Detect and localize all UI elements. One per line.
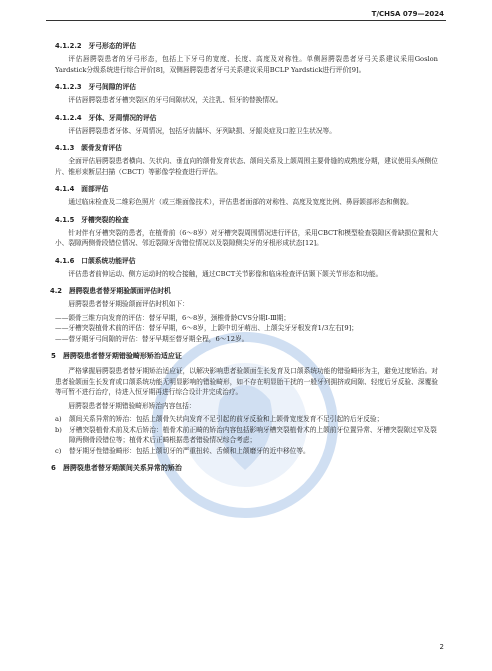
section-heading: 4.1.2.2 牙弓形态的评估 <box>55 42 137 50</box>
list-marker: c) <box>55 446 62 455</box>
list-item <box>55 425 438 446</box>
list-marker: a) <box>55 415 62 423</box>
list-text: 替牙期牙性错验畸形：包括上颌切牙的严重扭转、舌倾和上颌磨牙的近中移位等。 <box>69 446 310 455</box>
section-heading: 4.1.4 面部评估 <box>55 185 109 193</box>
page-number: 2 <box>439 643 444 651</box>
paragraph: 评估唇腭裂患者牙体、牙周情况，包括牙齿龋坏、牙列缺损、牙龈炎症及口腔卫生状况等。 <box>68 126 336 135</box>
section-heading: 4.1.2.3 牙弓间隙的评估 <box>55 83 137 91</box>
list-item: ——替牙期牙弓间隙的评估：替牙早期至替牙期全程，6～12岁。 <box>55 334 249 343</box>
list-item: ——牙槽突裂植骨术前的评估：替牙早期，6～8岁，上颌中切牙萌出、上颌尖牙牙根发育1/3左右[9]； <box>55 324 358 332</box>
section-heading: 4.1.3 颌骨发育评估 <box>55 144 122 152</box>
list-text: 牙槽突裂植骨术前及术后矫治：植骨术前正畸的矫治内容包括影响牙槽突裂植骨术的上颌前牙位置异常、牙槽突裂隙过窄及裂隙两侧骨段错位等；植骨术后正畸根据患者错验情况综合考虑； <box>69 425 437 444</box>
section-heading: 4.1.6 口颌系统功能评估 <box>55 256 136 265</box>
paragraph: 针对伴有牙槽突裂的患者，在植骨前（6～8岁）对牙槽突裂周围情况进行评估，采用CBCT和模型检查裂隙区骨缺损位置和大小、裂隙两侧骨段错位情况、邻近裂隙牙齿错位情况以及裂隙侧尖牙的牙根形成状态[12]。 <box>55 228 438 247</box>
chapter-heading: 6 唇腭裂患者替牙期颌间关系异常的矫治 <box>51 464 182 472</box>
paragraph: 唇腭裂患者替牙期错验畸形矫治内容包括： <box>68 401 196 410</box>
paragraph: 评估唇腭裂患者牙槽突裂区的牙弓间隙状况，关注乳、恒牙的替换情况。 <box>68 96 283 104</box>
list-item <box>55 414 438 425</box>
section-heading: 4.2 唇腭裂患者替牙期验颌面评估时机 <box>50 287 171 295</box>
header-rule <box>46 20 446 21</box>
list-item: ——颌骨三维方向发育的评估：替牙早期，6～8岁，颈椎骨龄CVS分期Ⅰ-Ⅲ期； <box>55 313 291 322</box>
section-heading: 4.1.5 牙槽突裂的检查 <box>55 215 129 224</box>
list-text: 颌间关系异常的矫治：包括上颌骨矢状向发育不足引起的前牙反验和上颌骨宽度发育不足引起的后牙反验； <box>69 415 384 423</box>
document-body <box>50 34 438 478</box>
paragraph: 唇腭裂患者替牙期验颌面评估时机如下： <box>68 300 189 308</box>
chapter-heading: 5 唇腭裂患者替牙期错验畸形矫治适应证 <box>51 352 182 360</box>
list-item <box>55 446 438 457</box>
paragraph: 评估患者前伸运动、侧方运动时的咬合接触，通过CBCT关节影像和临床检查评估颞下颌关节形态和功能。 <box>68 269 383 278</box>
document-header: T/CHSA 079—2024 <box>371 10 444 18</box>
paragraph: 严格掌握唇腭裂患者替牙期矫治适应证，以解决影响患者验颌面生长发育及口颌系统功能的错验畸形为主，避免过度矫治。对患者验颌面生长发育或口颌系统功能无明显影响的错验畸形，如不存在明显胎干扰的一般牙列拥挤或间隙、轻度后牙反验、深覆验等可暂不进行治疗，待进入恒牙期再进行综合设计并完成治疗。 <box>55 367 438 396</box>
list-marker: b) <box>55 425 62 434</box>
paragraph: 通过临床检查及二维彩色照片（或三维面像技术），评估患者面部的对称性、高度及宽度比例、鼻唇颌部形态和侧貌。 <box>68 198 413 206</box>
section-heading: 4.1.2.4 牙体、牙周情况的评估 <box>55 113 157 122</box>
paragraph: 全面评估唇腭裂患者横向、矢状向、垂直向的颌骨发育状态、颌间关系及上颌周围主要骨缝的成熟度分期，建议使用头颅侧位片、锥形束断层扫描（CBCT）等影像学检查进行评估。 <box>55 157 438 176</box>
paragraph: 评估唇腭裂患者的牙弓形态，包括上下牙弓的宽度、长度、高度及对称性。单侧唇腭裂患者牙弓关系建议采用Goslon Yardstick分级系统进行综合评价[8]，双侧唇腭裂患者牙弓关系建议采用BCLP Yardstick进行评价[9]。 <box>55 55 438 74</box>
